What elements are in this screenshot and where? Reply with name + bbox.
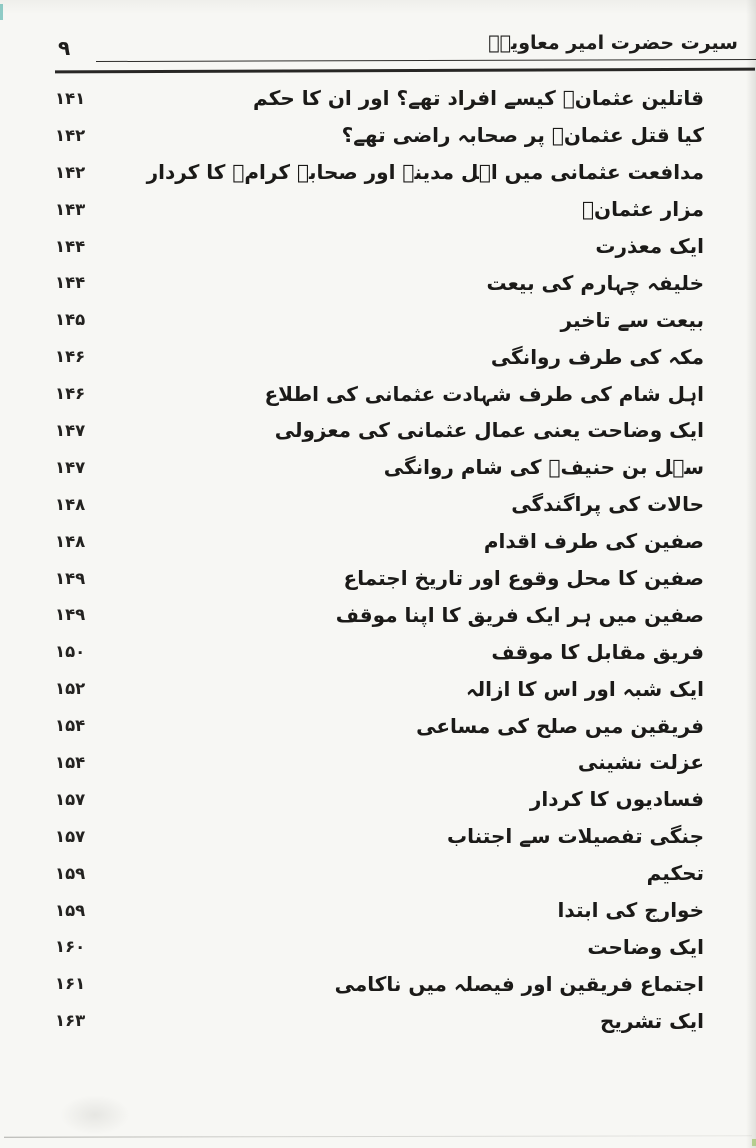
header-rule-thin: [96, 59, 756, 62]
scan-artifact-teal-mark: [0, 4, 3, 20]
toc-page-number: ۱۴۸: [55, 531, 86, 551]
toc-entry-title: فسادیوں کا کردار: [529, 787, 704, 812]
toc-row: [55, 375, 704, 412]
toc-page-number: ۱۴۷: [55, 457, 86, 477]
toc-page-number: ۱۴۵: [55, 310, 86, 330]
toc-entry-title: ایک معذرت: [595, 234, 704, 258]
toc-entry-title: صفین میں ہر ایک فریق کا اپنا موقف: [335, 602, 704, 627]
toc-page-number: ۱۵۷: [55, 789, 86, 809]
toc-row: [55, 596, 704, 633]
toc-row: [55, 486, 704, 523]
table-of-contents: [55, 80, 704, 1039]
toc-page-number: ۱۴۱: [55, 88, 86, 108]
toc-row: [55, 191, 704, 228]
scan-artifact-page-edge-shadow: [4, 1135, 752, 1138]
header-rule-thick: [55, 68, 755, 73]
toc-row: [55, 818, 704, 855]
toc-page-number: ۱۵۴: [55, 752, 86, 772]
toc-row: [55, 744, 704, 781]
toc-page-number: ۱۵۹: [55, 863, 86, 883]
toc-page-number: ۱۴۹: [55, 605, 86, 625]
toc-page-number: ۱۴۲: [55, 125, 86, 145]
toc-page-number: ۱۵۴: [55, 716, 86, 736]
toc-row: [55, 412, 704, 449]
toc-page-number: ۱۴۷: [55, 420, 86, 440]
toc-row: [55, 338, 704, 375]
toc-entry-title: حالات کی پراگندگی: [511, 492, 704, 517]
toc-page-number: ۱۴۸: [55, 494, 86, 514]
toc-page-number: ۱۴۲: [55, 162, 86, 182]
book-title-header: سیرت حضرت امیر معاویہؓ: [488, 32, 738, 54]
toc-row: [55, 633, 704, 670]
scan-artifact-green-speck: [752, 1139, 756, 1146]
toc-entry-title: خوارج کی ابتدا: [557, 898, 704, 923]
toc-page-number: ۱۶۳: [55, 1011, 86, 1031]
toc-row: [55, 523, 704, 560]
toc-entry-title: سہل بن حنیفؓ کی شام روانگی: [383, 455, 704, 480]
toc-entry-title: کیا قتل عثمانؓ پر صحابہ راضی تھے؟: [341, 123, 704, 148]
toc-entry-title: فریقین میں صلح کی مساعی: [416, 713, 704, 738]
toc-page-number: ۱۴۶: [55, 384, 86, 404]
toc-row: [55, 892, 704, 929]
toc-page-number: ۱۵۰: [55, 642, 86, 662]
toc-entry-title: ایک تشریح: [599, 1008, 704, 1033]
toc-page-number: ۱۴۶: [55, 347, 86, 367]
toc-row: [55, 80, 704, 117]
toc-row: [55, 154, 704, 191]
toc-entry-title: اہل شام کی طرف شہادت عثمانی کی اطلاع: [264, 381, 704, 406]
toc-entry-title: ایک شبہ اور اس کا ازالہ: [465, 676, 704, 701]
toc-entry-title: قاتلین عثمانؓ کیسے افراد تھے؟ اور ان کا حکم: [253, 86, 704, 111]
toc-page-number: ۱۶۱: [55, 974, 86, 994]
toc-entry-title: ایک وضاحت: [587, 934, 704, 959]
toc-page-number: ۱۵۹: [55, 900, 86, 920]
toc-row: [55, 449, 704, 486]
toc-row: [55, 1002, 704, 1039]
toc-entry-title: جنگی تفصیلات سے اجتناب: [447, 824, 704, 849]
toc-entry-title: ایک وضاحت یعنی عمال عثمانی کی معزولی: [274, 418, 704, 443]
scan-artifact-smudge: [60, 1095, 130, 1135]
toc-row: [55, 855, 704, 892]
toc-page-number: ۱۴۳: [55, 199, 86, 219]
toc-row: [55, 117, 704, 154]
toc-entry-title: فریق مقابل کا موقف: [491, 639, 704, 664]
toc-entry-title: صفین کا محل وقوع اور تاریخ اجتماع: [343, 566, 704, 591]
toc-row: [55, 781, 704, 818]
toc-entry-title: تحکیم: [646, 861, 704, 886]
toc-row: [55, 670, 704, 707]
toc-row: [55, 228, 704, 265]
toc-page-number: ۱۴۴: [55, 236, 86, 256]
toc-entry-title: اجتماع فریقین اور فیصلہ میں ناکامی: [334, 971, 704, 996]
toc-row: [55, 560, 704, 597]
toc-page-number: ۱۶۰: [55, 937, 86, 957]
page-number: ۹: [58, 36, 71, 60]
toc-row: [55, 264, 704, 301]
toc-row: [55, 301, 704, 338]
toc-entry-title: عزلت نشینی: [577, 750, 704, 775]
toc-entry-title: مزار عثمانؓ: [582, 197, 704, 222]
toc-row: [55, 965, 704, 1002]
toc-page-number: ۱۴۹: [55, 568, 86, 588]
toc-entry-title: مکہ کی طرف روانگی: [490, 344, 704, 369]
toc-page-number: ۱۵۷: [55, 826, 86, 846]
toc-row: [55, 707, 704, 744]
toc-entry-title: خلیفہ چہارم کی بیعت: [486, 270, 704, 295]
toc-page-number: ۱۵۲: [55, 679, 86, 699]
toc-row: [55, 928, 704, 965]
toc-entry-title: صفین کی طرف اقدام: [483, 529, 704, 554]
toc-entry-title: بیعت سے تاخیر: [560, 307, 704, 332]
toc-entry-title: مدافعت عثمانی میں اہل مدینہ اور صحابہ کرامؓ کا کردار: [146, 160, 704, 185]
toc-page-number: ۱۴۴: [55, 273, 86, 293]
